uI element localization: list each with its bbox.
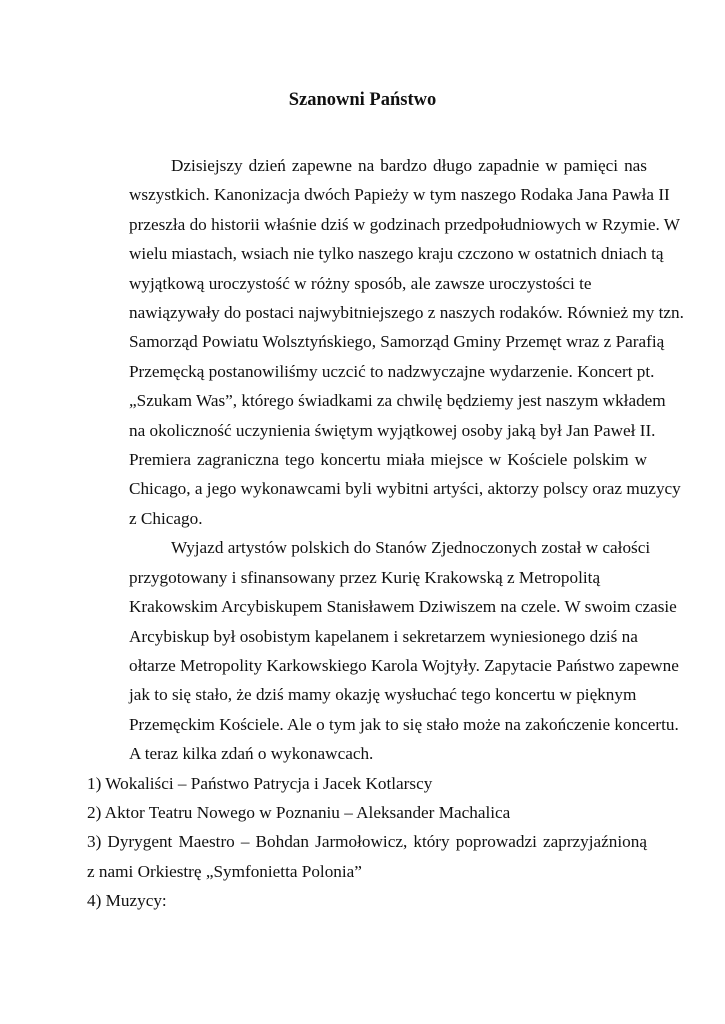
text-line: nawiązywały do postaci najwybitniejszego z naszych rodaków. Również my tzn.	[129, 303, 684, 323]
paragraph-2	[87, 533, 679, 768]
text-line: jak to się stało, że dziś mamy okazję wysłuchać tego koncertu w pięknym	[129, 685, 637, 705]
text-line: Wyjazd artystów polskich do Stanów Zjednoczonych został w całości	[171, 538, 651, 558]
text-line: ołtarze Metropolity Karkowskiego Karola Wojtyły. Zapytacie Państwo zapewne	[129, 655, 679, 675]
text-line: Premiera zagraniczna tego koncertu miała miejsce w Kościele polskim w	[129, 450, 647, 470]
text-line: z Chicago.	[129, 508, 203, 528]
list-item	[87, 886, 647, 915]
text-line: wielu miastach, wsiach nie tylko naszego kraju czczono w ostatnich dniach tą	[129, 244, 664, 264]
text-line: przygotowany i sfinansowany przez Kurię Krakowską z Metropolitą	[129, 567, 601, 587]
text-line: Przemęckim Kościele. Ale o tym jak to się stało może na zakończenie koncertu.	[129, 714, 679, 734]
document-body	[87, 151, 684, 916]
text-line: na okoliczność uczynienia świętym wyjątkowej osoby jaką był Jan Paweł II.	[129, 420, 656, 440]
list-item-text: 3) Dyrygent Maestro – Bohdan Jarmołowicz, który poprowadzi zaprzyjaźnioną	[87, 832, 647, 852]
text-line: Chicago, a jego wykonawcami byli wybitni artyści, aktorzy polscy oraz muzycy	[129, 479, 681, 499]
text-line: Samorząd Powiatu Wolsztyńskiego, Samorząd Gminy Przemęt wraz z Parafią	[129, 332, 665, 352]
list-item	[87, 769, 647, 798]
text-line: A teraz kilka zdań o wykonawcach.	[129, 744, 374, 764]
text-line: wyjątkową uroczystość w różny sposób, ale zawsze uroczystości te	[129, 273, 592, 293]
text-line: przeszła do historii właśnie dziś w godzinach przedpołudniowych w Rzymie. W	[129, 214, 680, 234]
list-item-text: z nami Orkiestrę „Symfonietta Polonia”	[87, 861, 362, 881]
page-title: Szanowni Państwo	[288, 90, 437, 110]
text-line: Przemęcką postanowiliśmy uczcić to nadzwyczajne wydarzenie. Koncert pt.	[129, 361, 655, 381]
list-item	[87, 827, 647, 886]
text-line: „Szukam Was”, którego świadkami za chwilę będziemy jest naszym wkładem	[129, 391, 666, 411]
list-item	[87, 798, 647, 827]
text-line: Dzisiejszy dzień zapewne na bardzo długo zapadnie w pamięci nas	[171, 156, 647, 175]
list-item-text: 1) Wokaliści – Państwo Patrycja i Jacek Kotlarscy	[87, 773, 433, 793]
list-item-text: 2) Aktor Teatru Nowego w Poznaniu – Aleksander Machalica	[87, 802, 511, 822]
list-item-text: 4) Muzycy:	[87, 891, 167, 911]
text-line: wszystkich. Kanonizacja dwóch Papieży w tym naszego Rodaka Jana Pawła II	[129, 185, 670, 205]
paragraph-1	[87, 151, 684, 533]
text-line: Krakowskim Arcybiskupem Stanisławem Dziwiszem na czele. W swoim czasie	[129, 597, 677, 617]
text-line: Arcybiskup był osobistym kapelanem i sekretarzem wyniesionego dziś na	[129, 626, 638, 646]
